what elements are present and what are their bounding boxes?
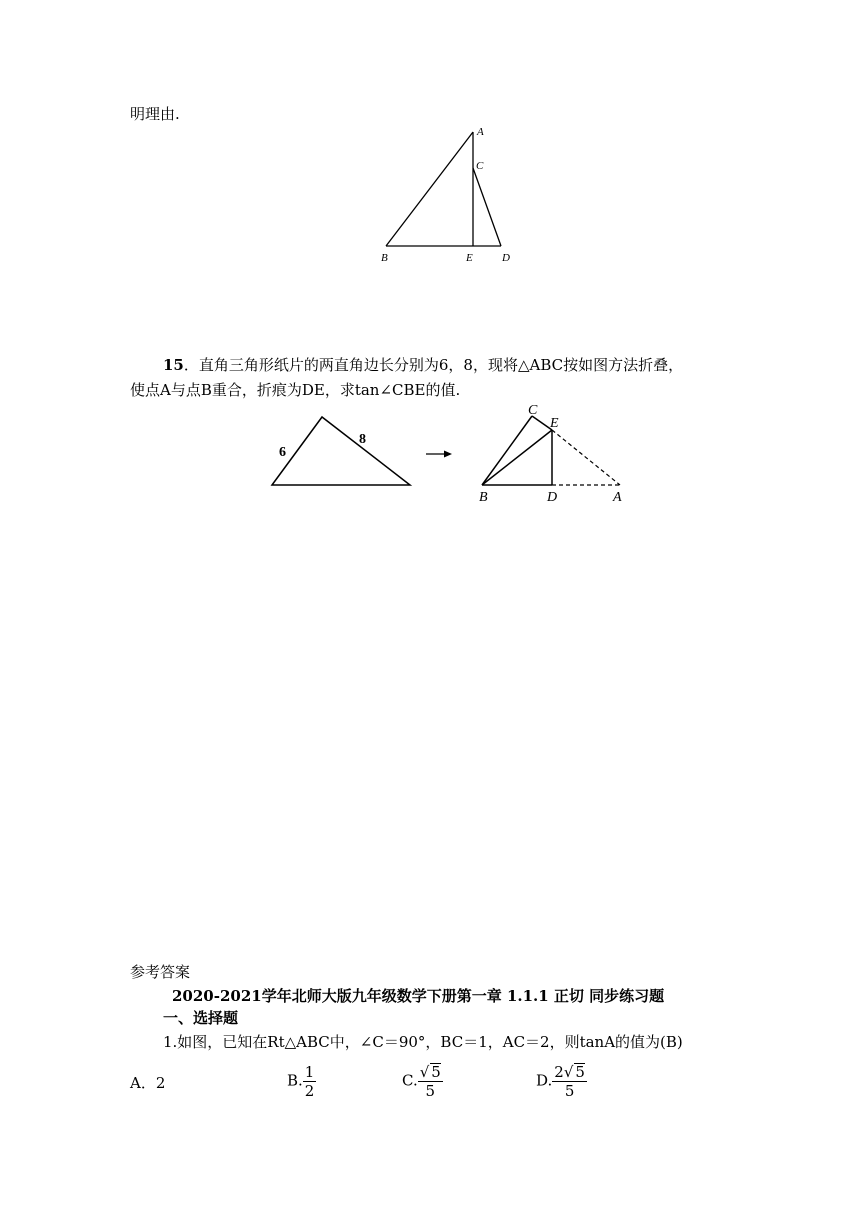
label-e: E xyxy=(550,416,559,431)
label-d: D xyxy=(547,490,558,505)
label-d: D xyxy=(502,252,510,264)
option-c-label: C. xyxy=(402,1071,418,1090)
fraction-numerator: 1 xyxy=(304,1063,315,1081)
continuation-text: 明理由. xyxy=(130,105,180,123)
answer-header: 参考答案 xyxy=(130,963,191,981)
segment-cd xyxy=(473,168,501,246)
triangle-outline xyxy=(272,417,410,485)
option-d-label: D. xyxy=(536,1071,553,1090)
segment-ce xyxy=(532,416,552,430)
label-b: B xyxy=(381,252,388,264)
option-d xyxy=(536,1063,587,1100)
option-b xyxy=(287,1063,316,1100)
label-a: A xyxy=(613,490,622,505)
fraction-denominator: 2 xyxy=(304,1082,315,1100)
fraction-denominator: 5 xyxy=(564,1082,575,1100)
question-15-text: 直角三角形纸片的两直角边长分别为6，8，现将△ABC按如图方法折叠， xyxy=(198,356,684,374)
figure-triangle-abcde xyxy=(370,120,520,270)
document-title: 2020-2021学年北师大版九年级数学下册第一章 1.1.1 正切 同步练习题 xyxy=(172,987,665,1005)
side-label-8: 8 xyxy=(359,432,366,447)
section-heading: 一、选择题 xyxy=(163,1009,239,1027)
segment-ea-dashed xyxy=(552,430,620,485)
question-15-line2: 使点A与点B重合，折痕为DE，求tan∠CBE的值. xyxy=(130,381,461,399)
label-e: E xyxy=(466,252,473,264)
fraction-one-half xyxy=(303,1063,317,1100)
segment-bc xyxy=(482,416,532,485)
question-number: 15 xyxy=(163,356,184,374)
question-1-text: 1.如图，已知在Rt△ABC中，∠C＝90°，BC＝1，AC＝2，则tanA的值为(B) xyxy=(163,1033,683,1051)
fraction-denominator: 5 xyxy=(425,1082,436,1100)
figure-original-triangle xyxy=(262,408,422,498)
fraction-sqrt5-over-5 xyxy=(418,1063,443,1100)
label-c: C xyxy=(528,403,538,418)
fraction-2sqrt5-over-5 xyxy=(552,1063,587,1100)
option-c xyxy=(402,1063,443,1100)
label-c: C xyxy=(476,160,484,172)
label-a: A xyxy=(477,126,484,138)
segment-be xyxy=(482,430,552,485)
label-b: B xyxy=(479,490,488,505)
radicand: 5 xyxy=(431,1063,441,1081)
figure-folded-triangle xyxy=(470,398,640,508)
arrow-icon xyxy=(424,448,454,460)
radicand: 5 xyxy=(575,1063,585,1081)
question-15-line1: 15．直角三角形纸片的两直角边长分别为6，8，现将△ABC按如图方法折叠， xyxy=(163,356,684,374)
option-b-label: B. xyxy=(287,1071,303,1090)
radical-icon: √ xyxy=(419,1063,430,1081)
option-a: A．2 xyxy=(130,1074,166,1092)
segment-ba xyxy=(386,132,473,246)
coefficient: 2 xyxy=(554,1063,564,1081)
side-label-6: 6 xyxy=(279,445,286,460)
radical-icon: √ xyxy=(563,1063,574,1081)
